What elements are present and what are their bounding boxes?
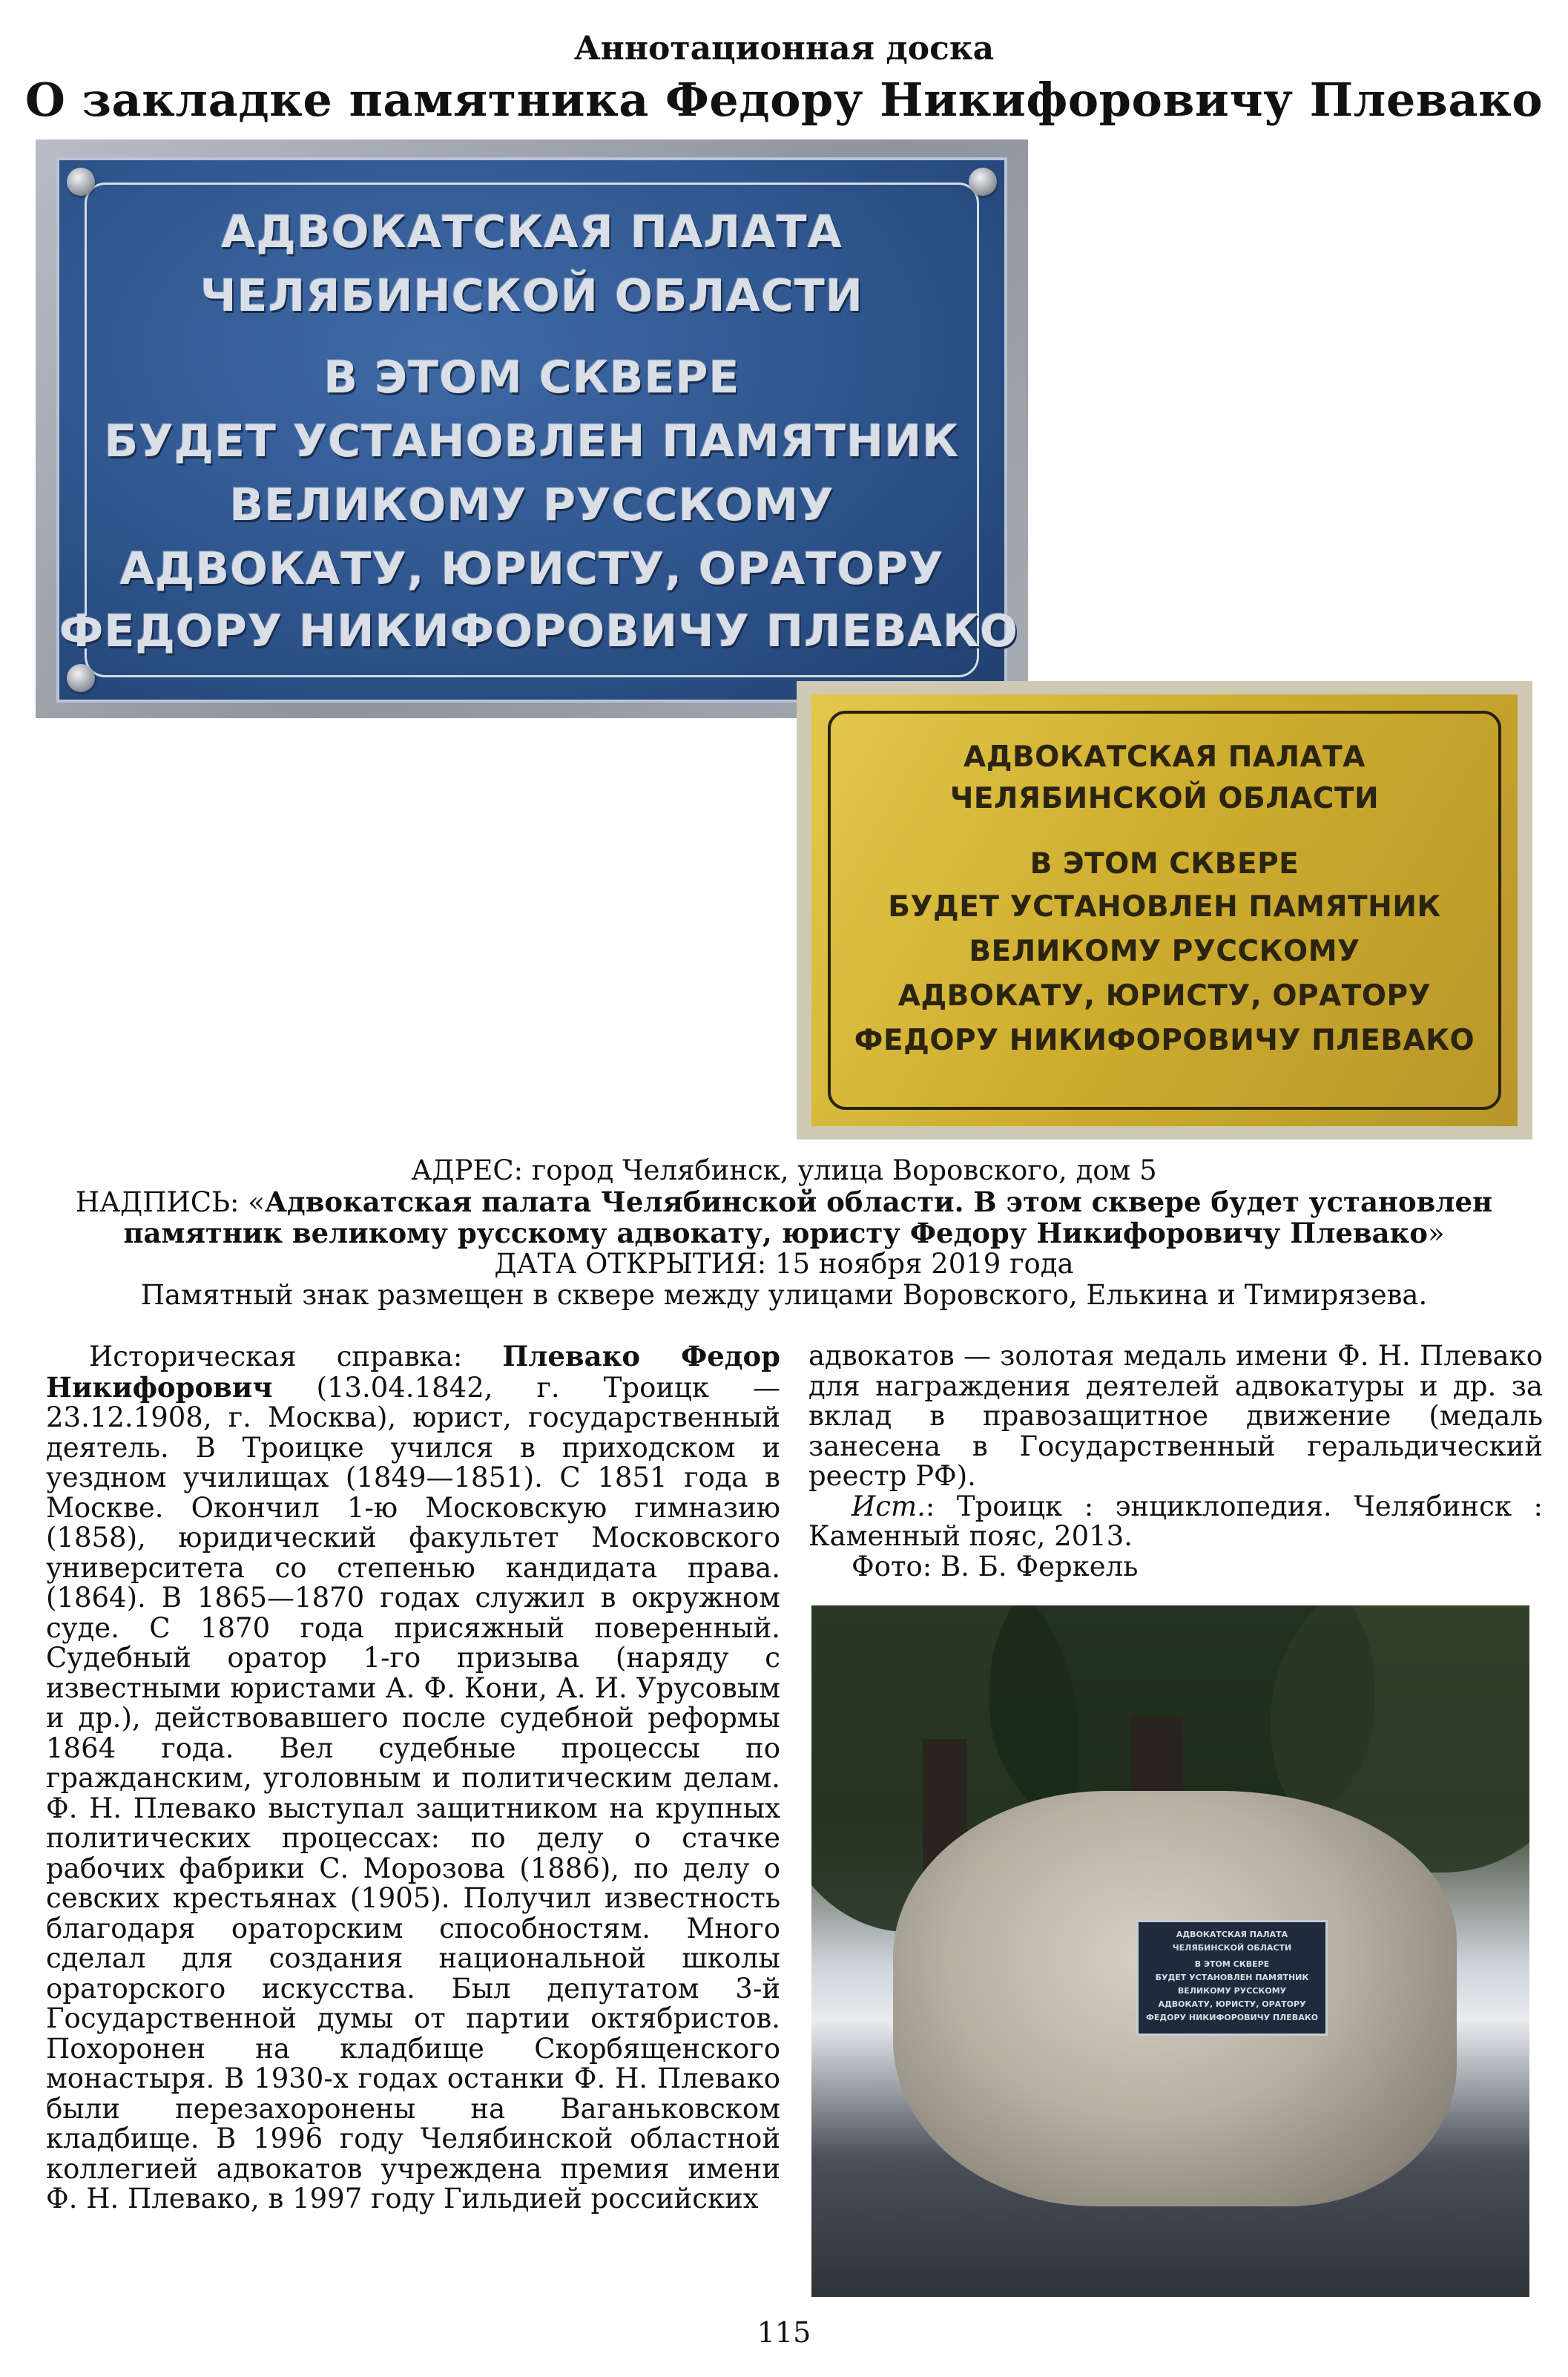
gold-plaque-line: АДВОКАТСКАЯ ПАЛАТА	[963, 740, 1366, 774]
gold-plaque-line: В ЭТОМ СКВЕРЕ	[1030, 847, 1299, 881]
gold-plaque-line: ЧЕЛЯБИНСКОЙ ОБЛАСТИ	[949, 782, 1380, 815]
inscription-close: »	[1427, 1217, 1445, 1249]
history-lead-name: Плевако Федор Никифорович	[46, 1340, 780, 1404]
history-lead-label: Историческая справка:	[89, 1341, 503, 1372]
date-value: 15 ноября 2019 года	[774, 1248, 1074, 1280]
location-note: Памятный знак размещен в сквере между улицами Воровского, Елькина и Тимирязева.	[140, 1279, 1428, 1311]
inscription-text-2: памятник великому русскому адвокату, юристу Федору Никифоровичу Плевако	[123, 1217, 1428, 1249]
mini-plaque-line: В ЭТОМ СКВЕРЕ	[1194, 1959, 1270, 1969]
history-column-right	[808, 1341, 1543, 1582]
source-label: Ист.	[851, 1490, 926, 1522]
address-label: АДРЕС:	[411, 1154, 524, 1186]
history-continuation: адвокатов — золотая медаль имени Ф. Н. Плевако для награждения деятелей адвокатуры и др. за вклад в правозащитное движение (медаль занесена в Государственный геральдический реестр РФ).	[808, 1340, 1543, 1492]
screw-icon	[969, 168, 997, 196]
page-number: 115	[757, 2316, 811, 2349]
gold-plaque-line: АДВОКАТУ, ЮРИСТУ, ОРАТОРУ	[897, 979, 1432, 1013]
address-value: город Челябинск, улица Воровского, дом 5	[531, 1154, 1157, 1186]
header-kicker: Аннотационная доска	[573, 30, 995, 68]
inscription-line-2	[0, 1217, 1568, 1249]
mini-plaque-line: БУДЕТ УСТАНОВЛЕН ПАМЯТНИК	[1155, 1973, 1309, 1982]
address-line	[0, 1154, 1568, 1186]
mini-plaque-line: АДВОКАТСКАЯ ПАЛАТА	[1176, 1930, 1288, 1939]
history-column-left	[46, 1341, 780, 2215]
mini-plaque-line: ФЕДОРУ НИКИФОРОВИЧУ ПЛЕВАКО	[1145, 2013, 1319, 2022]
page-title: О закладке памятника Федору Никифоровичу Плевако	[24, 73, 1544, 127]
blue-plaque	[56, 157, 1019, 703]
gold-plaque-line: ФЕДОРУ НИКИФОРОВИЧУ ПЛЕВАКО	[854, 1024, 1475, 1057]
blue-plaque-line: В ЭТОМ СКВЕРЕ	[323, 352, 740, 404]
blue-plaque-photo	[36, 139, 1028, 718]
blue-plaque-line: БУДЕТ УСТАНОВЛЕН ПАМЯТНИК	[104, 415, 960, 467]
gold-plaque-photo	[797, 681, 1532, 1140]
history-text: (13.04.1842, г. Троицк — 23.12.1908, г. Москва), юрист, государственный деятель. В Троицке учился в приходском и уездном училищах (1849—1851). С 1851 года в Москве. Окончил 1-ю Московскую гимназию (1858), юридический факультет Московского университета со степенью кандидата права. (1864). В 1865—1870 годах служил в окружном суде. С 1870 года присяжный поверенный. Судебный оратор 1-го призыва (наряду с известными юристами А. Ф. Кони, А. И. Урусовым и др.), действовавшего после судебной реформы 1864 года. Вел судебные процессы по гражданским, уголовным и политическим делам. Ф. Н. Плевако выступал защитником на крупных политических процессах: по делу о стачке рабочих фабрики С. Морозова (1886), по делу о севских крестьянах (1905). Получил известность благодаря ораторским способностям. Много сделал для создания национальной школы ораторского искусства. Был депутатом 3-й Государственной думы от партии октябристов. Похоронен на кладбище Скорбященского монастыря. В 1930-х годах останки Ф. Н. Плевако были перезахоронены на Ваганьковском кладбище. В 1996 году Челябинской областной коллегией адвокатов учреждена премия имени Ф. Н. Плевако, в 1997 году Гильдией российских	[46, 1371, 780, 2215]
gold-plaque-line: ВЕЛИКОМУ РУССКОМУ	[969, 935, 1360, 968]
photo-credit: Фото: В. Б. Феркель	[851, 1550, 1139, 1582]
screw-icon	[67, 168, 95, 196]
mini-plaque-line: АДВОКАТУ, ЮРИСТУ, ОРАТОРУ	[1158, 1999, 1306, 2009]
inscription-line-1	[0, 1186, 1568, 1218]
opening-date-line	[0, 1248, 1568, 1280]
blue-plaque-line: ЧЕЛЯБИНСКОЙ ОБЛАСТИ	[200, 270, 864, 322]
mini-plaque	[1136, 1920, 1328, 2036]
screw-icon	[67, 664, 95, 692]
blue-plaque-line: АДВОКАТСКАЯ ПАЛАТА	[221, 206, 843, 258]
inscription-label: НАДПИСЬ: «	[75, 1186, 265, 1218]
blue-plaque-line: ВЕЛИКОМУ РУССКОМУ	[229, 479, 834, 531]
gold-plaque	[811, 694, 1518, 1126]
gold-plaque-line: БУДЕТ УСТАНОВЛЕН ПАМЯТНИК	[888, 890, 1441, 924]
blue-plaque-line: АДВОКАТУ, ЮРИСТУ, ОРАТОРУ	[119, 543, 944, 595]
inscription-text-1: Адвокатская палата Челябинской области. В этом сквере будет установлен	[264, 1186, 1493, 1218]
date-label: ДАТА ОТКРЫТИЯ:	[494, 1248, 767, 1280]
source-line	[808, 1492, 1543, 1552]
history-paragraph	[46, 1341, 780, 2215]
source-text: : Троицк : энциклопедия. Челябинск : Каменный пояс, 2013.	[808, 1490, 1543, 1552]
blue-plaque-line: ФЕДОРУ НИКИФОРОВИЧУ ПЛЕВАКО	[59, 605, 1019, 657]
memorial-stone-photo	[811, 1605, 1529, 2297]
mini-plaque-line: ВЕЛИКОМУ РУССКОМУ	[1177, 1986, 1287, 1996]
mini-plaque-line: ЧЕЛЯБИНСКОЙ ОБЛАСТИ	[1172, 1943, 1292, 1953]
